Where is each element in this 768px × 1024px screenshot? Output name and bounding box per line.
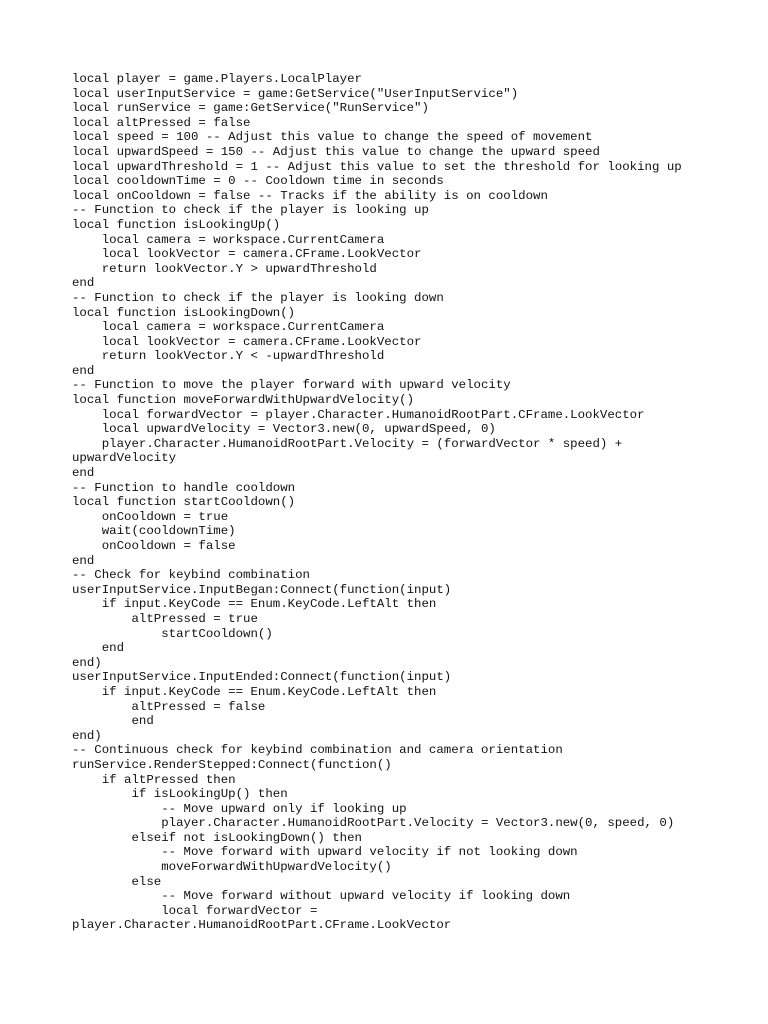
code-line: end bbox=[72, 553, 95, 568]
code-line: -- Move forward with upward velocity if not looking down bbox=[72, 845, 578, 860]
code-line: onCooldown = true bbox=[72, 509, 229, 524]
code-line: -- Function to move the player forward with upward velocity bbox=[72, 378, 511, 393]
code-line: local function isLookingUp() bbox=[72, 217, 281, 232]
code-line: -- Check for keybind combination bbox=[72, 568, 310, 583]
code-line: if isLookingUp() then bbox=[72, 787, 288, 802]
code-line: end bbox=[72, 276, 95, 291]
code-line: end) bbox=[72, 728, 102, 743]
code-line: player.Character.HumanoidRootPart.CFrame.LookVector bbox=[72, 918, 452, 933]
code-line: if input.KeyCode == Enum.KeyCode.LeftAlt then bbox=[72, 597, 437, 612]
code-line: local camera = workspace.CurrentCamera bbox=[72, 320, 385, 335]
code-line: local function moveForwardWithUpwardVelocity() bbox=[72, 393, 415, 408]
code-line: end bbox=[72, 714, 154, 729]
code-line: local forwardVector = bbox=[72, 903, 318, 918]
code-line: altPressed = false bbox=[72, 699, 266, 714]
code-line: local altPressed = false bbox=[72, 115, 251, 130]
code-line: -- Move upward only if looking up bbox=[72, 801, 407, 816]
code-listing bbox=[72, 72, 752, 933]
code-line: userInputService.InputEnded:Connect(function(input) bbox=[72, 670, 452, 685]
code-line: wait(cooldownTime) bbox=[72, 524, 236, 539]
code-line: end bbox=[72, 641, 125, 656]
code-line: return lookVector.Y < -upwardThreshold bbox=[72, 349, 385, 364]
code-line: local userInputService = game:GetService("UserInputService") bbox=[72, 86, 519, 101]
code-line: elseif not isLookingDown() then bbox=[72, 830, 362, 845]
code-line: local speed = 100 -- Adjust this value to change the speed of movement bbox=[72, 130, 593, 145]
code-line: end) bbox=[72, 655, 102, 670]
code-line: local upwardSpeed = 150 -- Adjust this value to change the upward speed bbox=[72, 144, 600, 159]
code-line: player.Character.HumanoidRootPart.Velocity = Vector3.new(0, speed, 0) bbox=[72, 816, 675, 831]
code-line: local upwardThreshold = 1 -- Adjust this value to set the threshold for looking up bbox=[72, 159, 682, 174]
code-line: local function isLookingDown() bbox=[72, 305, 296, 320]
code-line: local lookVector = camera.CFrame.LookVector bbox=[72, 247, 422, 262]
code-line: local camera = workspace.CurrentCamera bbox=[72, 232, 385, 247]
code-line: local lookVector = camera.CFrame.LookVector bbox=[72, 334, 422, 349]
code-line: if altPressed then bbox=[72, 772, 236, 787]
code-line: return lookVector.Y > upwardThreshold bbox=[72, 261, 377, 276]
code-line: if input.KeyCode == Enum.KeyCode.LeftAlt then bbox=[72, 684, 437, 699]
code-line: upwardVelocity bbox=[72, 451, 177, 466]
code-line: local upwardVelocity = Vector3.new(0, upwardSpeed, 0) bbox=[72, 422, 496, 437]
code-line: end bbox=[72, 466, 95, 481]
code-line: onCooldown = false bbox=[72, 539, 236, 553]
code-line: player.Character.HumanoidRootPart.Velocity = (forwardVector * speed) + bbox=[72, 436, 623, 451]
code-line: else bbox=[72, 874, 162, 889]
code-line: local cooldownTime = 0 -- Cooldown time in seconds bbox=[72, 174, 444, 189]
code-line: -- Function to handle cooldown bbox=[72, 480, 296, 495]
code-line: local forwardVector = player.Character.HumanoidRootPart.CFrame.LookVector bbox=[72, 407, 645, 422]
code-line: -- Move forward without upward velocity if looking down bbox=[72, 889, 571, 904]
code-line: moveForwardWithUpwardVelocity() bbox=[72, 860, 392, 875]
code-line: -- Continuous check for keybind combination and camera orientation bbox=[72, 743, 563, 758]
code-line: -- Function to check if the player is looking down bbox=[72, 290, 444, 305]
code-line: local onCooldown = false -- Tracks if the ability is on cooldown bbox=[72, 188, 548, 203]
code-line: -- Function to check if the player is looking up bbox=[72, 203, 429, 218]
code-line: runService.RenderStepped:Connect(function() bbox=[72, 757, 392, 772]
code-line: altPressed = true bbox=[72, 611, 258, 626]
code-line: local function startCooldown() bbox=[72, 495, 296, 510]
code-line: local player = game.Players.LocalPlayer bbox=[72, 72, 362, 86]
code-line: local runService = game:GetService("RunService") bbox=[72, 101, 429, 116]
code-line: startCooldown() bbox=[72, 626, 273, 641]
code-line: userInputService.InputBegan:Connect(function(input) bbox=[72, 582, 452, 597]
code-line: end bbox=[72, 363, 95, 378]
